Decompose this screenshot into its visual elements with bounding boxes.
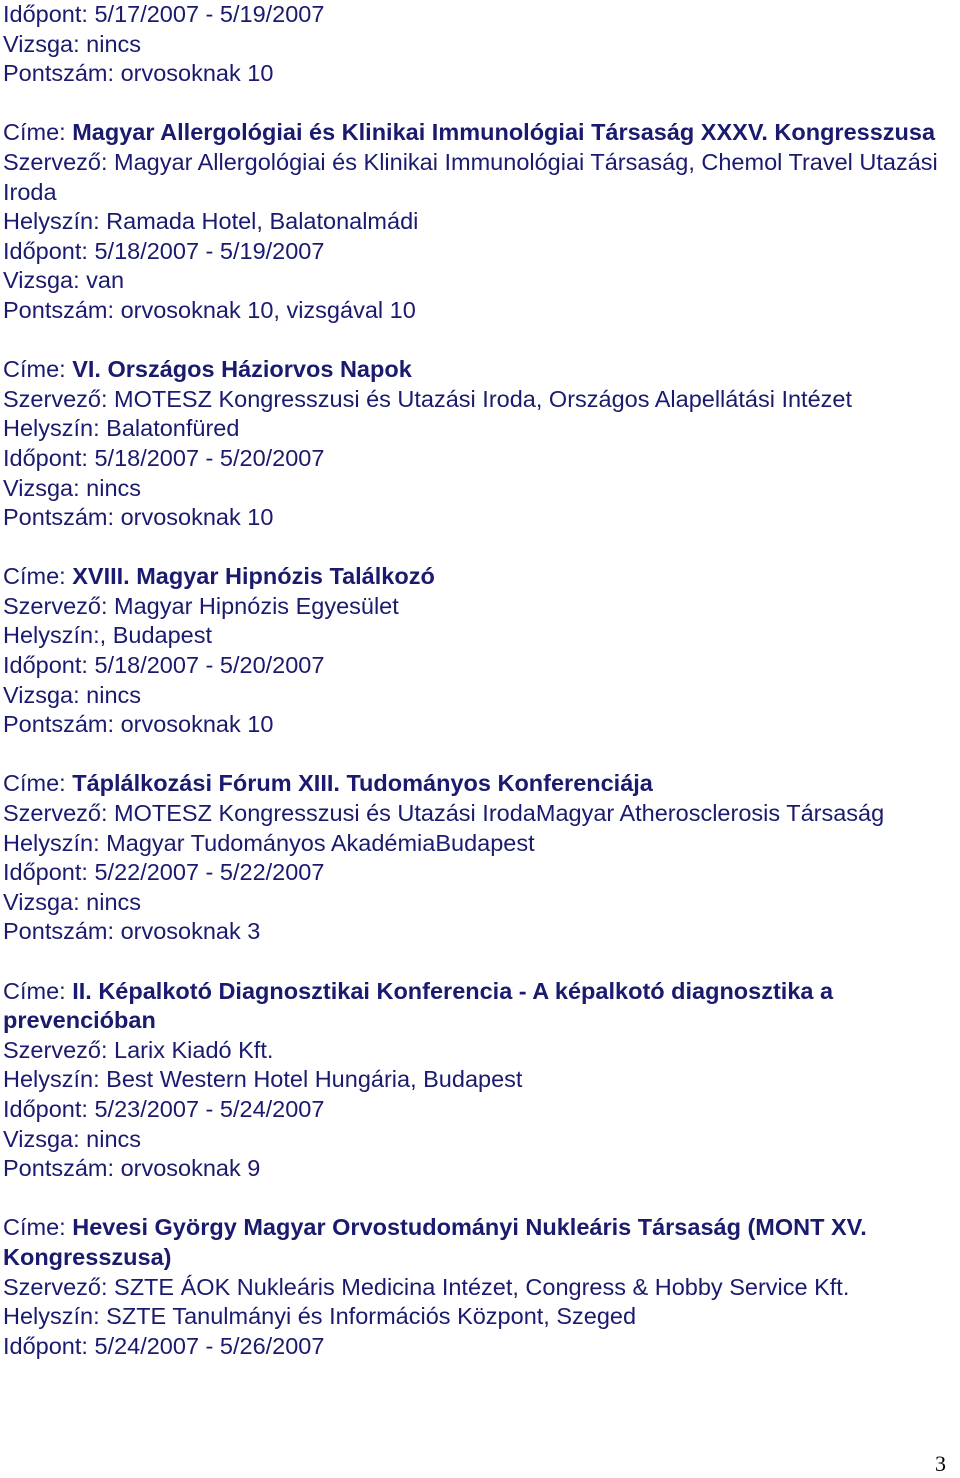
location-line: Helyszín: Best Western Hotel Hungária, Budapest bbox=[3, 1066, 523, 1093]
organizer-line: Szervező: MOTESZ Kongresszusi és Utazási IrodaMagyar Atherosclerosis Társaság bbox=[3, 800, 885, 827]
spacer bbox=[3, 533, 958, 563]
date-line: Időpont: 5/18/2007 - 5/20/2007 bbox=[3, 652, 325, 679]
points-line: Pontszám: orvosoknak 10 bbox=[3, 60, 274, 87]
points-line: Pontszám: orvosoknak 10, vizsgával 10 bbox=[3, 296, 416, 323]
organizer-line: Szervező: Larix Kiadó Kft. bbox=[3, 1036, 274, 1063]
event-entry bbox=[3, 355, 958, 533]
document-page bbox=[3, 0, 958, 1361]
spacer bbox=[3, 740, 958, 770]
spacer bbox=[3, 326, 958, 356]
date-line: Időpont: 5/24/2007 - 5/26/2007 bbox=[3, 1332, 325, 1359]
title-line: Címe: Táplálkozási Fórum XIII. Tudományos Konferenciája bbox=[3, 770, 653, 797]
organizer-line: Szervező: Magyar Allergológiai és Klinikai Immunológiai Társaság, Chemol Travel Utazási Iroda bbox=[3, 148, 938, 205]
points-line: Pontszám: orvosoknak 10 bbox=[3, 711, 274, 738]
date-line: Időpont: 5/18/2007 - 5/19/2007 bbox=[3, 237, 325, 264]
location-line: Helyszín:, Budapest bbox=[3, 622, 212, 649]
points-line: Pontszám: orvosoknak 9 bbox=[3, 1155, 261, 1182]
exam-line: Vizsga: nincs bbox=[3, 474, 142, 501]
organizer-line: Szervező: Magyar Hipnózis Egyesület bbox=[3, 592, 399, 619]
title-line: Címe: XVIII. Magyar Hipnózis Találkozó bbox=[3, 563, 435, 590]
location-line: Helyszín: SZTE Tanulmányi és Információs Központ, Szeged bbox=[3, 1303, 637, 1330]
event-entry bbox=[3, 562, 958, 740]
spacer bbox=[3, 947, 958, 977]
exam-line: Vizsga: nincs bbox=[3, 888, 142, 915]
entry-fragment bbox=[3, 0, 958, 89]
date-line: Időpont: 5/17/2007 - 5/19/2007 bbox=[3, 1, 325, 27]
event-entry bbox=[3, 118, 958, 325]
organizer-line: Szervező: MOTESZ Kongresszusi és Utazási Iroda, Országos Alapellátási Intézet bbox=[3, 385, 852, 412]
spacer bbox=[3, 89, 958, 119]
title-line: Címe: II. Képalkotó Diagnosztikai Konferencia - A képalkotó diagnosztika a prevencióban bbox=[3, 977, 834, 1034]
exam-line: Vizsga: van bbox=[3, 267, 125, 294]
location-line: Helyszín: Magyar Tudományos AkadémiaBudapest bbox=[3, 829, 535, 856]
title-line: Címe: VI. Országos Háziorvos Napok bbox=[3, 356, 412, 383]
title-line: Címe: Hevesi György Magyar Orvostudományi Nukleáris Társaság (MONT XV. Kongresszusa) bbox=[3, 1214, 867, 1270]
exam-line: Vizsga: nincs bbox=[3, 30, 142, 57]
event-entry bbox=[3, 1213, 958, 1361]
exam-line: Vizsga: nincs bbox=[3, 1125, 142, 1152]
exam-line: Vizsga: nincs bbox=[3, 681, 142, 708]
points-line: Pontszám: orvosoknak 3 bbox=[3, 918, 261, 945]
location-line: Helyszín: Balatonfüred bbox=[3, 415, 240, 442]
points-line: Pontszám: orvosoknak 10 bbox=[3, 504, 274, 531]
date-line: Időpont: 5/22/2007 - 5/22/2007 bbox=[3, 859, 325, 886]
page-number: 3 bbox=[935, 1451, 946, 1476]
event-entry bbox=[3, 769, 958, 947]
event-entry bbox=[3, 977, 958, 1184]
date-line: Időpont: 5/18/2007 - 5/20/2007 bbox=[3, 444, 325, 471]
spacer bbox=[3, 1184, 958, 1214]
title-line: Címe: Magyar Allergológiai és Klinikai Immunológiai Társaság XXXV. Kongresszusa bbox=[3, 119, 936, 146]
organizer-line: Szervező: SZTE ÁOK Nukleáris Medicina Intézet, Congress & Hobby Service Kft. bbox=[3, 1273, 850, 1300]
location-line: Helyszín: Ramada Hotel, Balatonalmádi bbox=[3, 208, 419, 235]
date-line: Időpont: 5/23/2007 - 5/24/2007 bbox=[3, 1095, 325, 1122]
